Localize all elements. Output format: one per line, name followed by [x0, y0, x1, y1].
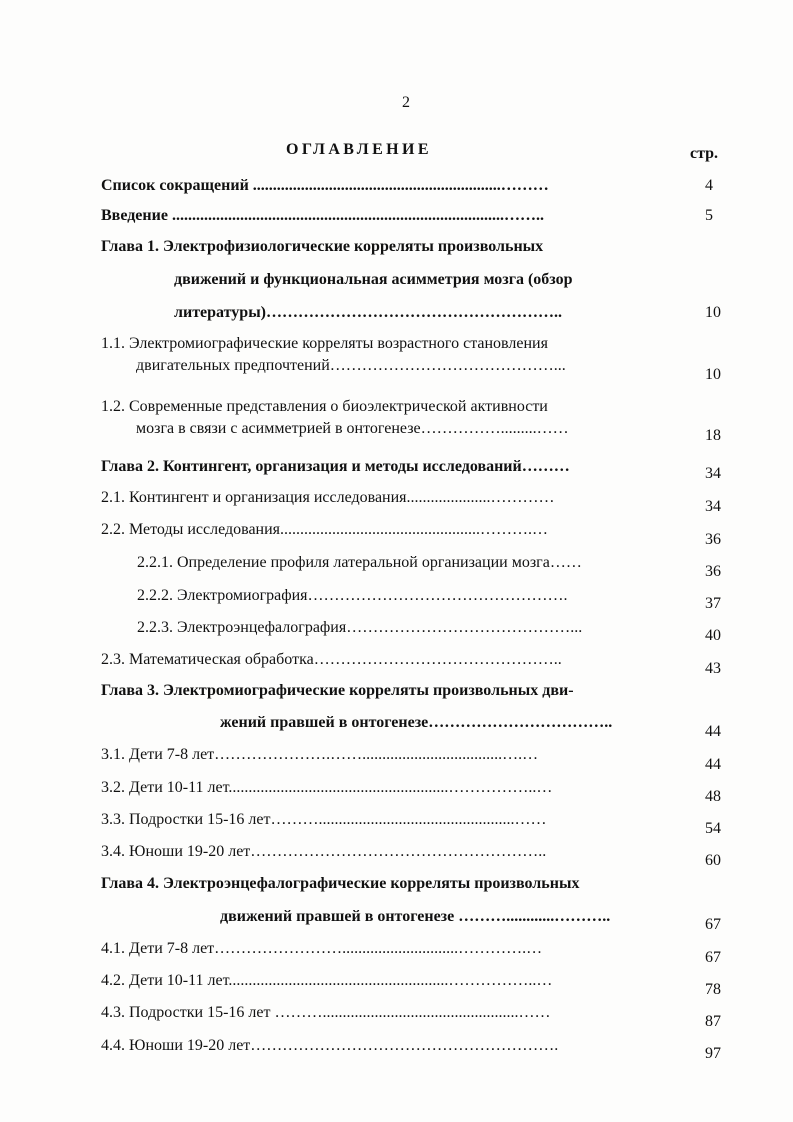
- toc-entry-1-2[interactable]: 1.2. Современные представления о биоэлектрической активности: [101, 398, 548, 415]
- toc-page-2-1: 34: [705, 498, 721, 515]
- toc-page-abbreviations: 4: [705, 177, 713, 194]
- toc-entry-4-3[interactable]: 4.3. Подростки 15-16 лет ……….................................................……: [101, 1004, 551, 1021]
- toc-page-chapter-4: 67: [705, 916, 721, 933]
- toc-entry-4-4[interactable]: 4.4. Юноши 19-20 лет………………………………………………….: [101, 1037, 559, 1054]
- toc-page-4-4: 97: [705, 1045, 721, 1062]
- toc-entry-chapter-2[interactable]: Глава 2. Контингент, организация и методы исследований………: [101, 458, 570, 475]
- toc-page-chapter-2: 34: [705, 465, 721, 482]
- toc-entry-2-3[interactable]: 2.3. Математическая обработка………………………………………..: [101, 651, 562, 668]
- toc-page-3-1: 44: [705, 756, 721, 773]
- toc-page-3-3: 54: [705, 820, 721, 837]
- toc-entry-2-1[interactable]: 2.1. Контингент и организация исследования.....................…………: [101, 489, 555, 506]
- toc-entry-1-1[interactable]: 1.1. Электромиографические корреляты возрастного становления: [101, 335, 548, 352]
- toc-page-2-2-1: 36: [705, 563, 721, 580]
- toc-entry-1-2-line-2: мозга в связи с асимметрией в онтогенезе…………….........……: [136, 420, 569, 437]
- toc-entry-2-2[interactable]: 2.2. Методы исследования..................................................……….…: [101, 521, 549, 538]
- toc-page-2-2: 36: [705, 531, 721, 548]
- toc-page-1-2: 18: [705, 427, 721, 444]
- toc-entry-2-2-3[interactable]: 2.2.3. Электроэнцефалография……………………………………...: [137, 619, 583, 636]
- toc-page-4-1: 67: [705, 949, 721, 966]
- toc-entry-abbreviations[interactable]: Список сокращений ..............................................................………: [101, 177, 549, 194]
- toc-entry-4-1[interactable]: 4.1. Дети 7-8 лет…………………….............................………….…: [101, 940, 543, 957]
- toc-page-4-2: 78: [705, 981, 721, 998]
- toc-page-2-2-3: 40: [705, 627, 721, 644]
- toc-entry-1-1-line-2: двигательных предпочтений……………………………………...: [136, 357, 566, 374]
- toc-entry-3-4[interactable]: 3.4. Юноши 19-20 лет………………………………………………..: [101, 843, 547, 860]
- toc-entry-3-2[interactable]: 3.2. Дети 10-11 лет.......................................................……………..…: [101, 779, 553, 796]
- page-number: 2: [402, 94, 410, 111]
- toc-page-chapter-1: 10: [705, 304, 721, 321]
- toc-entry-4-2[interactable]: 4.2. Дети 10-11 лет.......................................................……………..…: [101, 972, 553, 989]
- toc-entry-chapter-1[interactable]: Глава 1. Электрофизиологические корреляты произвольных: [101, 238, 544, 255]
- toc-page-introduction: 5: [705, 207, 713, 224]
- toc-entry-chapter-3-line-2: жений правшей в онтогенезе……………………………..: [220, 714, 613, 731]
- toc-entry-chapter-4-line-2: движений правшей в онтогенезе ………............………..: [220, 908, 611, 925]
- toc-entry-2-2-1[interactable]: 2.2.1. Определение профиля латеральной организации мозга……: [137, 554, 582, 571]
- toc-page-1-1: 10: [705, 366, 721, 383]
- toc-entry-chapter-1-line-3: литературы)………………………………………………..: [174, 304, 563, 321]
- toc-entry-chapter-3[interactable]: Глава 3. Электромиографические корреляты произвольных дви-: [101, 682, 574, 699]
- toc-page-2-2-2: 37: [705, 595, 721, 612]
- toc-entry-chapter-4[interactable]: Глава 4. Электроэнцефалографические корреляты произвольных: [101, 875, 580, 892]
- toc-page-3-4: 60: [705, 852, 721, 869]
- toc-entry-2-2-2[interactable]: 2.2.2. Электромиография………………………………………….: [137, 587, 568, 604]
- toc-page-chapter-3: 44: [705, 723, 721, 740]
- toc-page-4-3: 87: [705, 1013, 721, 1030]
- toc-heading: ОГЛАВЛЕНИЕ: [286, 141, 432, 158]
- toc-page-2-3: 43: [705, 660, 721, 677]
- toc-entry-chapter-1-line-2: движений и функциональная асимметрия мозга (обзор: [174, 271, 573, 288]
- toc-entry-3-1[interactable]: 3.1. Дети 7-8 лет………………….……...................................….…: [101, 746, 539, 763]
- toc-entry-3-3[interactable]: 3.3. Подростки 15-16 лет……….................................................……: [101, 811, 547, 828]
- page-column-label: стр.: [690, 145, 719, 162]
- toc-entry-introduction[interactable]: Введение ...................................................................................……..: [101, 207, 544, 224]
- toc-page-3-2: 48: [705, 788, 721, 805]
